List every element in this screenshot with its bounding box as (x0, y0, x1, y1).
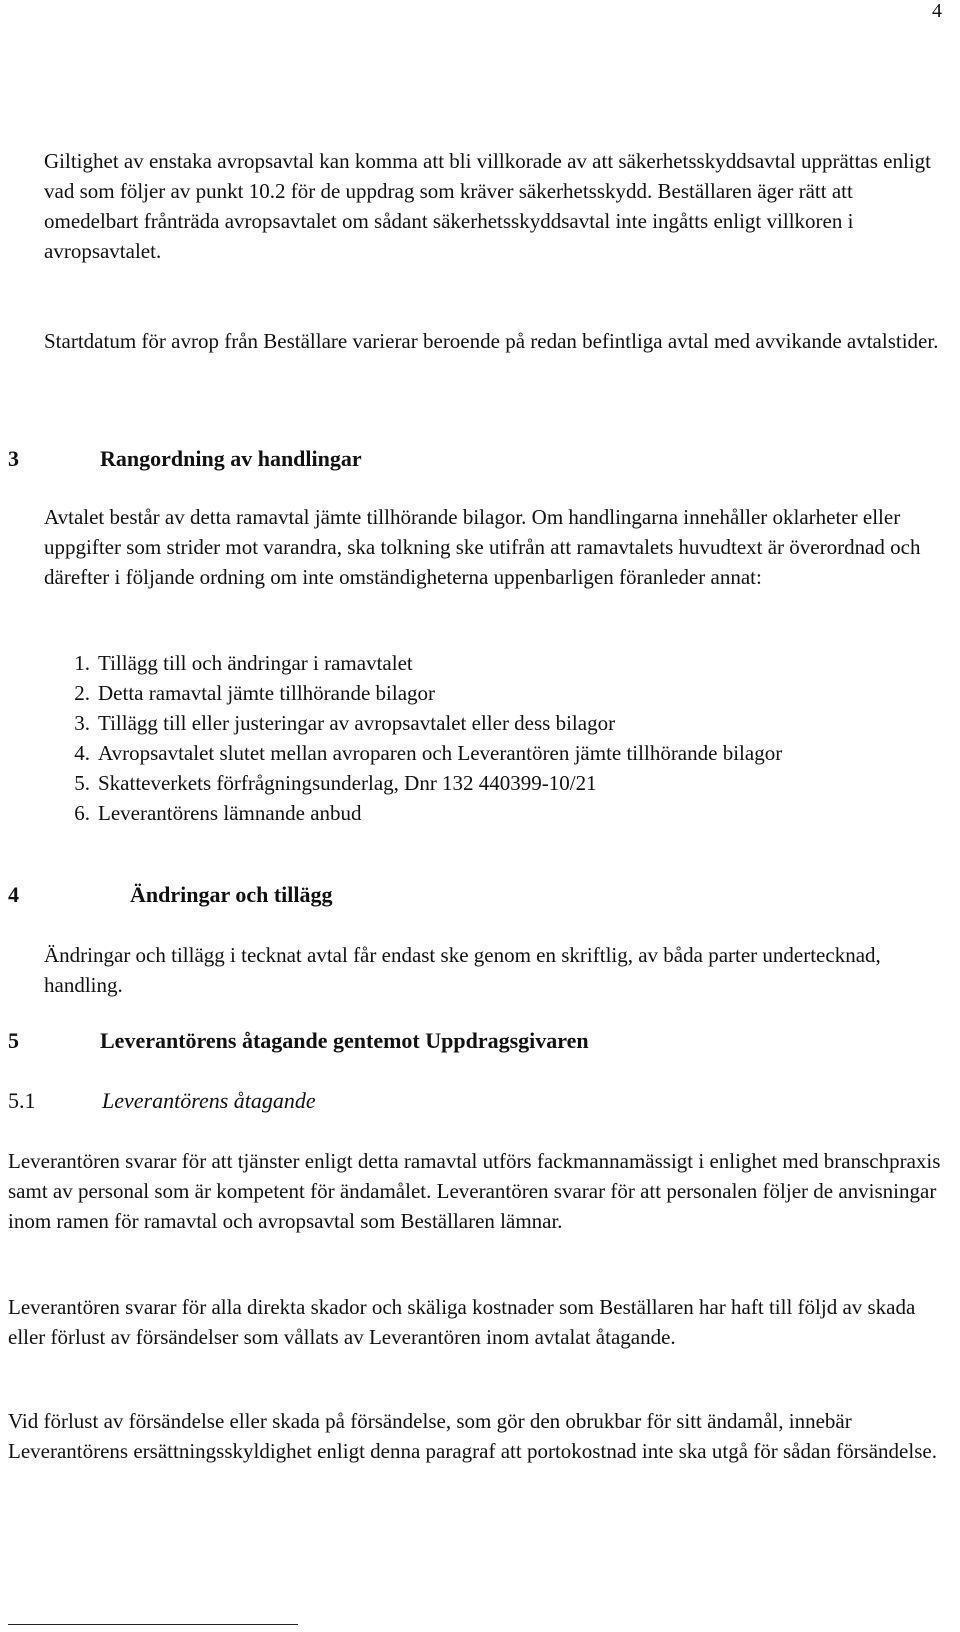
section-4-paragraph: Ändringar och tillägg i tecknat avtal får endast ske genom en skriftlig, av båda parter undertecknad, handling. (44, 943, 881, 997)
section-5-1-number: 5.1 (8, 1088, 36, 1113)
list-item: 5. Skatteverkets förfrågningsunderlag, Dnr 132 440399-10/21 (74, 771, 597, 795)
paragraph-start-date: Startdatum för avrop från Beställare varierar beroende på redan befintliga avtal med avvikande avtalstider. (44, 329, 939, 353)
section-3-title: Rangordning av handlingar (100, 446, 362, 471)
section-5-paragraph-1: Leverantören svarar för att tjänster enligt detta ramavtal utförs fackmannamässigt i enlighet med branschpraxis samt av personal som är kompetent för ändamålet. Leverantören svarar för att personalen följer de anvisningar inom ramen för ramavtal och avropsavtal som Beställaren lämnar. (8, 1149, 941, 1233)
section-4-title: Ändringar och tillägg (130, 882, 333, 907)
precedence-list (44, 648, 954, 828)
footnote-separator (8, 1624, 298, 1625)
section-5-1-title: Leverantörens åtagande (102, 1088, 316, 1113)
list-item: 2. Detta ramavtal jämte tillhörande bilagor (74, 681, 436, 705)
section-5-title: Leverantörens åtagande gentemot Uppdragsgivaren (100, 1028, 589, 1053)
page-number: 4 (932, 0, 942, 22)
section-4-number: 4 (8, 882, 19, 907)
section-5-number: 5 (8, 1028, 19, 1053)
list-item: 6. Leverantörens lämnande anbud (74, 801, 362, 825)
list-item: 4. Avropsavtalet slutet mellan avroparen och Leverantören jämte tillhörande bilagor (74, 741, 783, 765)
paragraph-validity: Giltighet av enstaka avropsavtal kan komma att bli villkorade av att säkerhetsskyddsavtal upprättas enligt vad som följer av punkt 10.2 för de uppdrag som kräver säkerhetsskydd. Beställaren äger rätt att omedelbart frånträda avropsavtalet om sådant säkerhetsskyddsavtal inte ingåtts enligt villkoren i avropsavtalet. (44, 149, 932, 263)
section-5-paragraph-2: Leverantören svarar för alla direkta skador och skäliga kostnader som Beställaren har haft till följd av skada eller förlust av försändelser som vållats av Leverantören inom avtalat åtagande. (8, 1295, 916, 1349)
section-3-heading (8, 444, 948, 476)
section-5-heading (8, 1026, 948, 1058)
section-3-paragraph: Avtalet består av detta ramavtal jämte tillhörande bilagor. Om handlingarna innehåller oklarheter eller uppgifter som strider mot varandra, ska tolkning ske utifrån att ramavtalets huvudtext är överordnad och därefter i följande ordning om inte omständigheterna uppenbarligen föranleder annat: (44, 505, 921, 589)
section-5-1-heading (8, 1086, 948, 1118)
section-5-paragraph-3: Vid förlust av försändelse eller skada på försändelse, som gör den obrukbar för sitt ändamål, innebär Leverantörens ersättningsskyldighet enligt denna paragraf att portokostnad inte ska utgå för sådan försändelse. (8, 1409, 937, 1463)
section-4-heading (8, 880, 948, 912)
list-item: 1. Tillägg till och ändringar i ramavtalet (74, 651, 413, 675)
section-3-number: 3 (8, 446, 19, 471)
list-item: 3. Tillägg till eller justeringar av avropsavtalet eller dess bilagor (74, 711, 616, 735)
